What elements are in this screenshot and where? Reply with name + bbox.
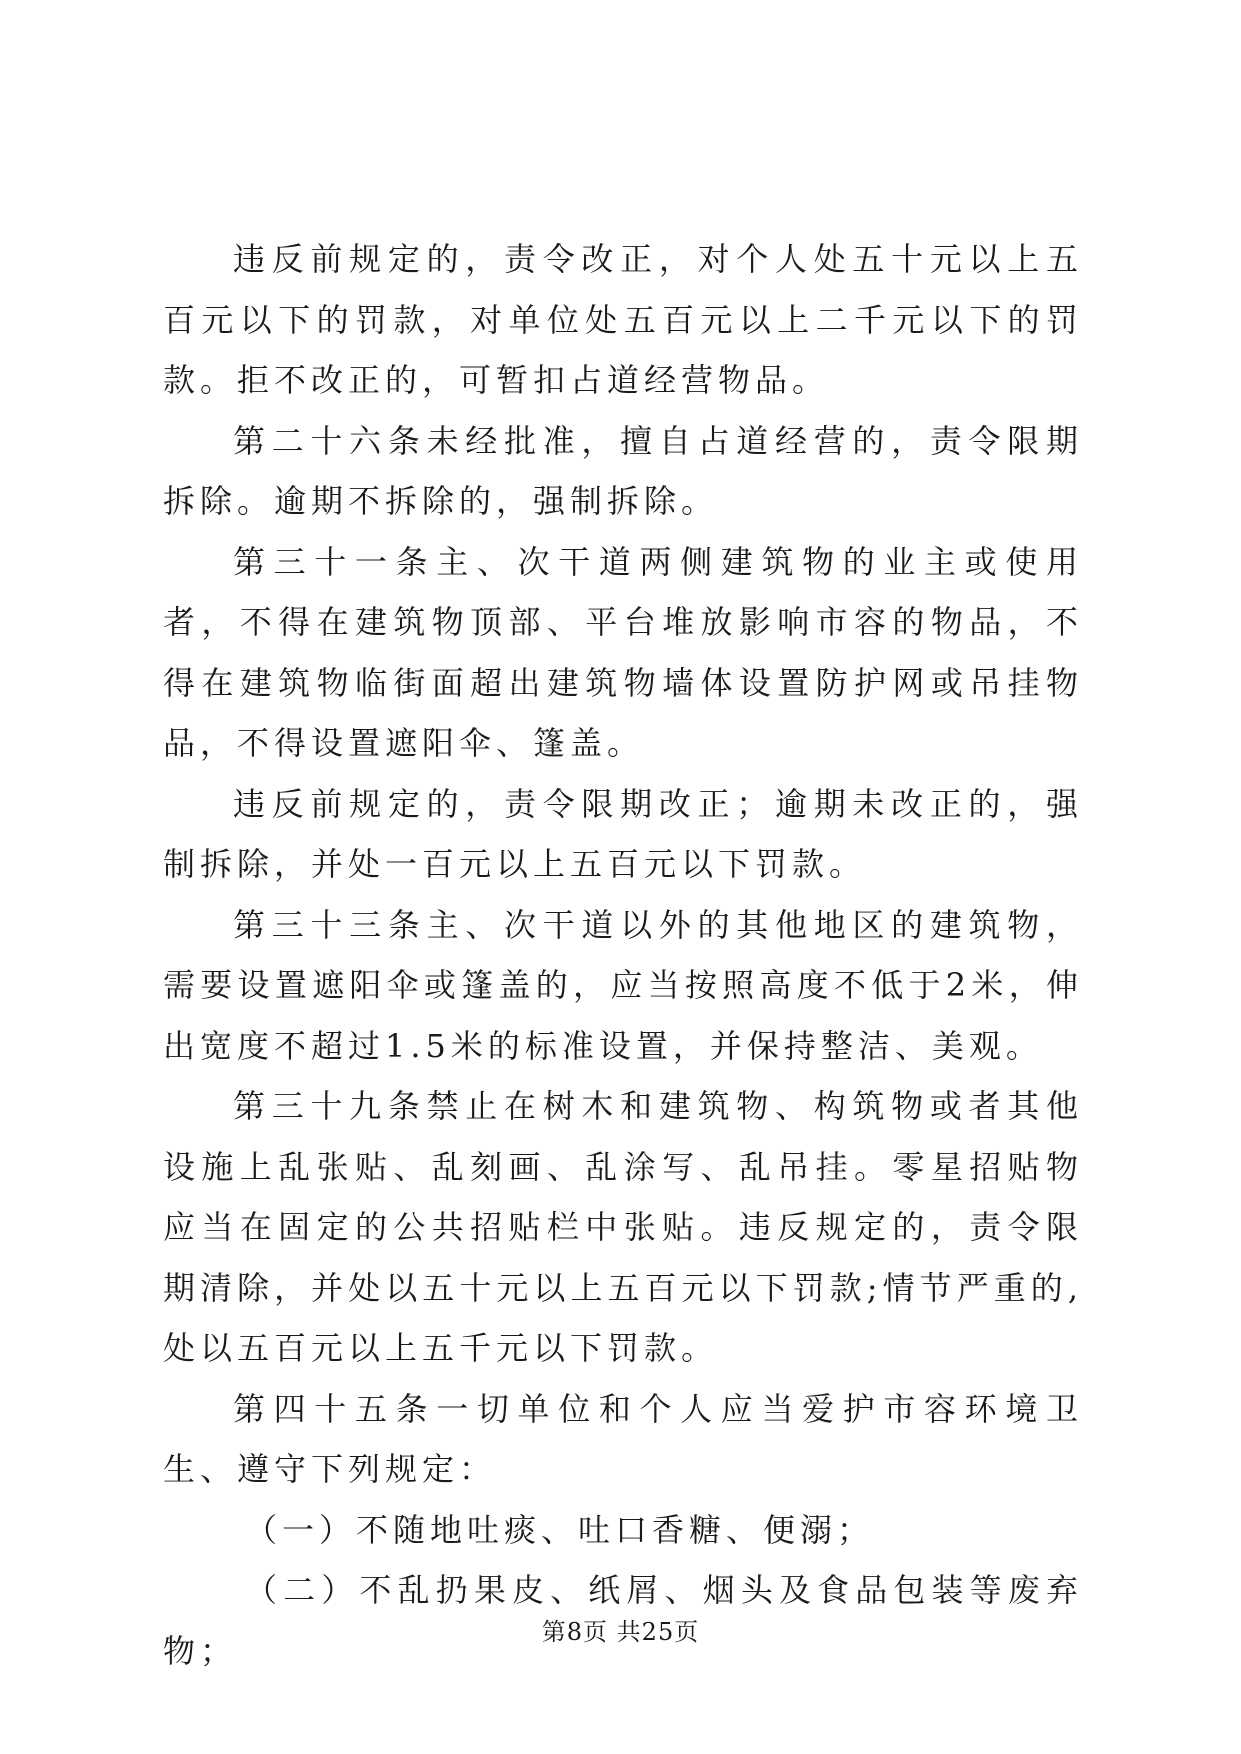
paragraph-article-31: 第三十一条主、次干道两侧建筑物的业主或使用者，不得在建筑物顶部、平台堆放影响市容的物品，不得在建筑物临街面超出建筑物墙体设置防护网或吊挂物品，不得设置遮阳伞、篷盖。: [163, 542, 1083, 762]
list-item-1: （一）不随地吐痰、吐口香糖、便溺；: [245, 1510, 875, 1549]
paragraph-penalty-occupation: 违反前规定的，责令改正，对个人处五十元以上五百元以下的罚款，对单位处五百元以上二千元以下的罚款。拒不改正的，可暂扣占道经营物品。: [163, 240, 1083, 399]
paragraph-penalty-article-31: 违反前规定的，责令限期改正；逾期未改正的，强制拆除，并处一百元以上五百元以下罚款。: [163, 784, 1083, 883]
document-body: [163, 229, 1083, 1681]
paragraph-article-26: 第二十六条未经批准，擅自占道经营的，责令限期拆除。逾期不拆除的，强制拆除。: [163, 421, 1083, 520]
paragraph-article-39: 第三十九条禁止在树木和建筑物、构筑物或者其他设施上乱张贴、乱刻画、乱涂写、乱吊挂。零星招贴物应当在固定的公共招贴栏中张贴。违反规定的，责令限期清除，并处以五十元以上五百元以下罚款;情节严重的,处以五百元以上五千元以下罚款。: [163, 1087, 1083, 1367]
page-number-footer: 第8页 共25页: [541, 1618, 700, 1646]
paragraph-article-45: 第四十五条一切单位和个人应当爱护市容环境卫生、遵守下列规定：: [163, 1389, 1083, 1488]
list-item-2: （二）不乱扔果皮、纸屑、烟头及食品包装等废弃物；: [163, 1571, 1083, 1670]
paragraph-article-33: 第三十三条主、次干道以外的其他地区的建筑物，需要设置遮阳伞或篷盖的，应当按照高度不低于2米，伸出宽度不超过1.5米的标准设置，并保持整洁、美观。: [163, 905, 1083, 1065]
